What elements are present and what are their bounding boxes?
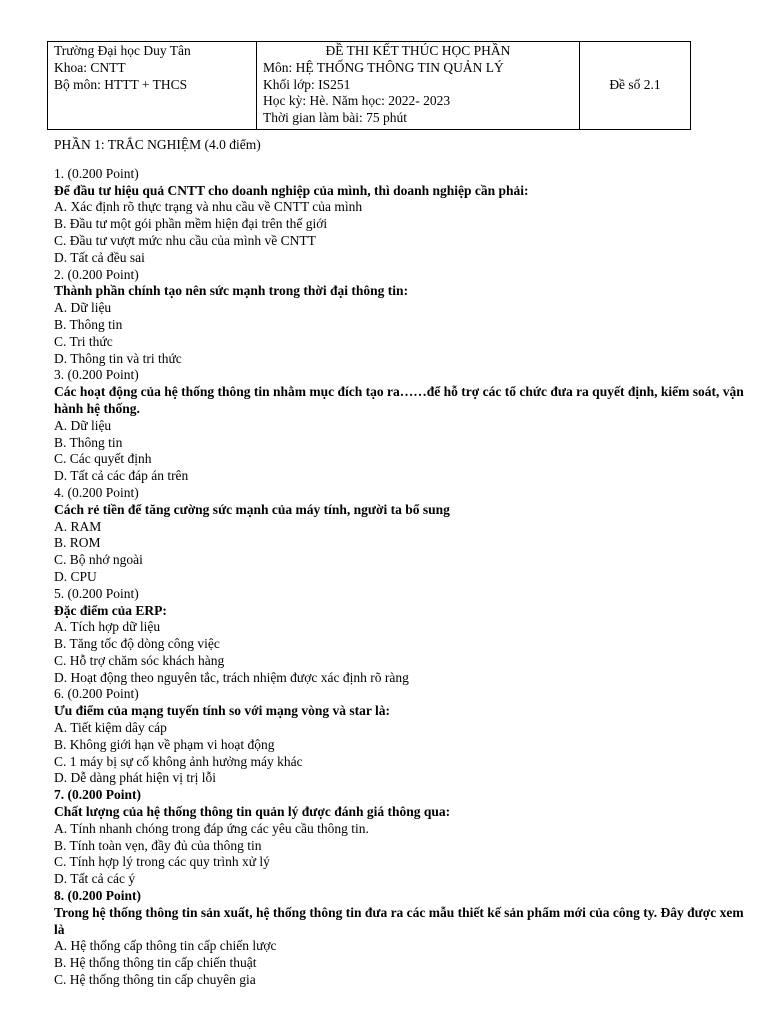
- answer-option: D. Tất cả các ý: [54, 871, 136, 887]
- answer-option: B. Thông tin: [54, 434, 123, 450]
- answer-option: C. Bộ nhớ ngoài: [54, 552, 143, 568]
- question-number: 3. (0.200 Point): [54, 367, 139, 383]
- answer-option: C. Tri thức: [54, 333, 113, 349]
- school-info-cell: [48, 42, 257, 130]
- question-text: Cách rẻ tiền để tăng cường sức mạnh của máy tính, người ta bổ sung: [54, 501, 450, 517]
- exam-duration: Thời gian làm bài: 75 phút: [263, 110, 407, 126]
- answer-option: B. ROM: [54, 535, 101, 551]
- answer-option: A. Dữ liệu: [54, 417, 112, 433]
- question-text: Chất lượng của hệ thống thông tin quản lý được đánh giá thông qua:: [54, 804, 451, 820]
- answer-option: C. Hỗ trợ chăm sóc khách hàng: [54, 652, 225, 668]
- question-block: [54, 787, 768, 888]
- answer-option: D. Tất cả đều sai: [54, 249, 145, 265]
- question-number: 1. (0.200 Point): [54, 165, 139, 181]
- question-number: 8. (0.200 Point): [54, 888, 141, 904]
- answer-option: C. Các quyết định: [54, 451, 152, 467]
- answer-option: D. Tất cả các đáp án trên: [54, 468, 189, 484]
- answer-option: D. Thông tin và tri thức: [54, 350, 182, 366]
- answer-option: B. Tính toàn vẹn, đầy đủ của thông tin: [54, 837, 262, 853]
- exam-term: Học kỳ: Hè. Năm học: 2022- 2023: [263, 93, 451, 109]
- answer-option: C. Hệ thống thông tin cấp chuyên gia: [54, 972, 256, 988]
- answer-option: A. Tiết kiệm dây cáp: [54, 720, 167, 736]
- question-block: [54, 686, 768, 787]
- question-block: [54, 367, 768, 485]
- question-list: [54, 166, 768, 989]
- question-number: 4. (0.200 Point): [54, 484, 139, 500]
- answer-option: C. Tính hợp lý trong các quy trình xử lý: [54, 854, 270, 870]
- answer-option: A. Hệ thống cấp thông tin cấp chiến lược: [54, 938, 277, 954]
- answer-option: C. 1 máy bị sự cố không ảnh hưởng máy khác: [54, 753, 303, 769]
- exam-code-cell: [580, 42, 691, 130]
- question-block: [54, 485, 768, 586]
- question-number: 5. (0.200 Point): [54, 585, 139, 601]
- exam-code: Đề số 2.1: [609, 76, 661, 92]
- answer-option: B. Không giới hạn về phạm vi hoạt động: [54, 736, 275, 752]
- answer-option: A. Tính nhanh chóng trong đáp ứng các yêu cầu thông tin.: [54, 820, 369, 836]
- answer-option: B. Hệ thống thông tin cấp chiến thuật: [54, 955, 257, 971]
- answer-option: D. Hoạt động theo nguyên tắc, trách nhiệm được xác định rõ ràng: [54, 669, 409, 685]
- answer-option: C. Đầu tư vượt mức nhu cầu của mình về CNTT: [54, 232, 316, 248]
- answer-option: B. Thông tin: [54, 316, 123, 332]
- answer-option: B. Tăng tốc độ dòng công việc: [54, 636, 220, 652]
- answer-option: D. Dễ dàng phát hiện vị trị lỗi: [54, 770, 216, 786]
- answer-option: A. Xác định rõ thực trạng và nhu cầu về CNTT của mình: [54, 199, 363, 215]
- question-block: [54, 267, 768, 368]
- exam-subject: Môn: HỆ THỐNG THÔNG TIN QUẢN LÝ: [263, 59, 504, 75]
- answer-option: D. CPU: [54, 568, 97, 584]
- exam-header-table: [47, 41, 691, 130]
- question-number: 7. (0.200 Point): [54, 787, 141, 803]
- answer-option: B. Đầu tư một gói phần mềm hiện đại trên thế giới: [54, 216, 328, 232]
- answer-option: A. Tích hợp dữ liệu: [54, 619, 161, 635]
- department-name: Bộ môn: HTTT + THCS: [54, 76, 188, 92]
- question-text: Ưu điểm của mạng tuyến tính so với mạng vòng và star là:: [54, 703, 391, 719]
- part-title: PHẦN 1: TRẮC NGHIỆM (4.0 điểm): [54, 136, 261, 152]
- question-number: 2. (0.200 Point): [54, 266, 139, 282]
- question-text: Trong hệ thống thông tin sản xuất, hệ thống thông tin đưa ra các mẫu thiết kế sản phẩm mới của công ty. Đây được xem là: [54, 904, 744, 937]
- question-text: Các hoạt động của hệ thống thông tin nhằm mục đích tạo ra……để hỗ trợ các tổ chức đưa ra quyết định, kiểm soát, vận hành hệ thống.: [54, 384, 744, 416]
- question-block: [54, 586, 768, 687]
- question-text: Đặc điểm của ERP:: [54, 602, 167, 618]
- answer-option: A. Dữ liệu: [54, 300, 112, 316]
- school-name: Trường Đại học Duy Tân: [54, 43, 191, 58]
- question-number: 6. (0.200 Point): [54, 686, 139, 702]
- question-text: Để đầu tư hiệu quả CNTT cho doanh nghiệp của mình, thì doanh nghiệp cần phải:: [54, 182, 529, 198]
- question-text: Thành phần chính tạo nên sức mạnh trong thời đại thông tin:: [54, 283, 409, 299]
- exam-info-cell: [257, 42, 580, 130]
- answer-option: A. RAM: [54, 518, 102, 534]
- question-block: [54, 166, 768, 267]
- faculty-name: Khoa: CNTT: [54, 59, 126, 75]
- question-block: [54, 888, 768, 989]
- exam-class: Khối lớp: IS251: [263, 76, 351, 92]
- exam-title: ĐỀ THI KẾT THÚC HỌC PHẦN: [325, 43, 511, 58]
